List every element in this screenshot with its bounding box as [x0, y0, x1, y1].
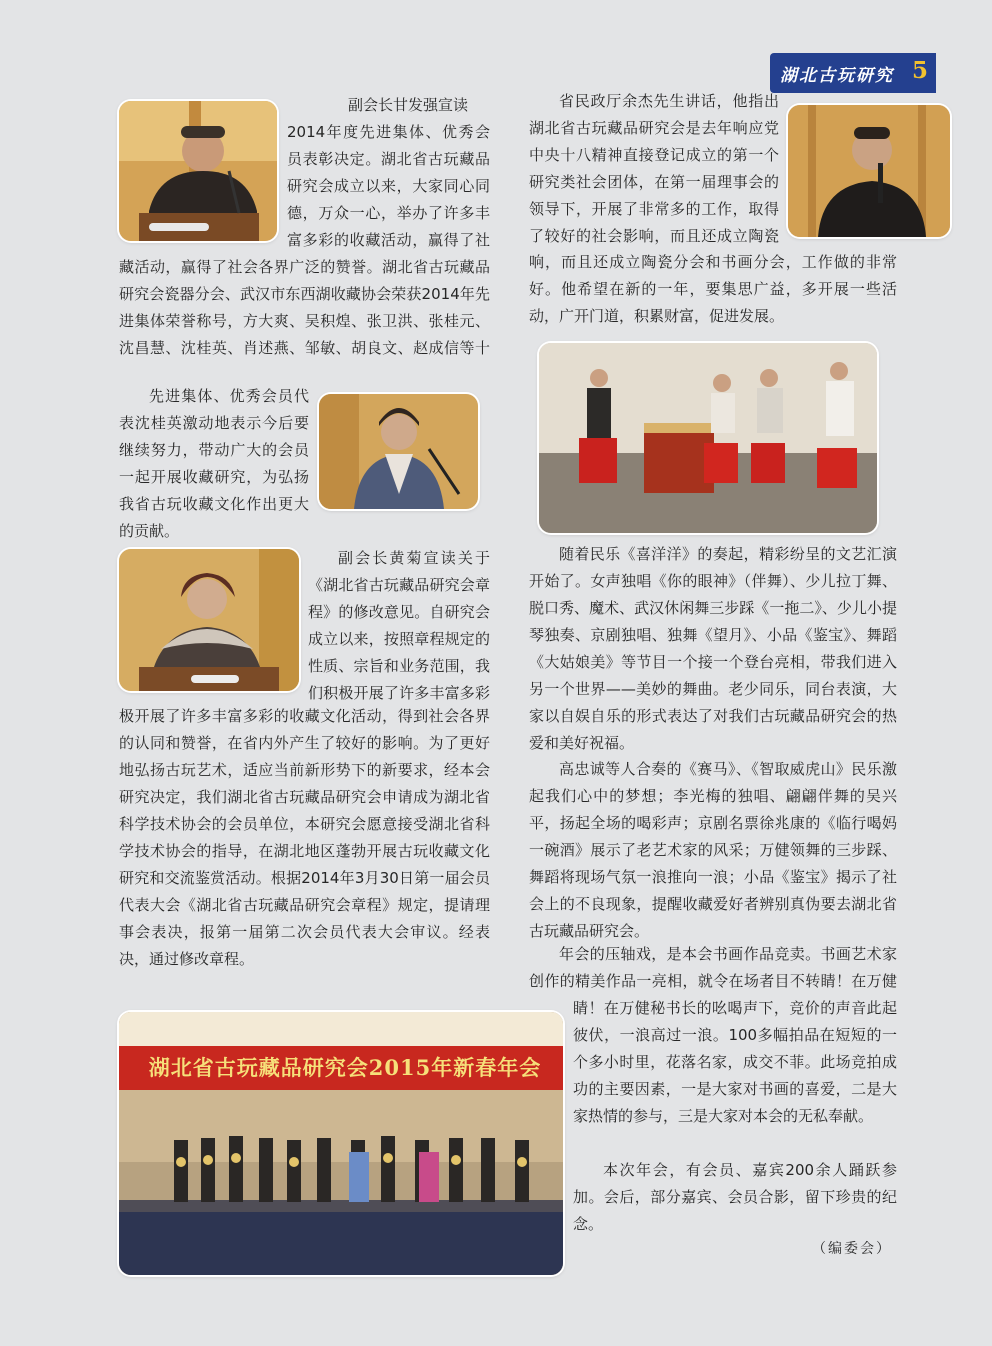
right-paragraph-2 [529, 541, 897, 757]
right-paragraph-1-text: 省民政厅余杰先生讲话，他指出湖北省古玩藏品研究会是去年响应党中央十八精神直接登记成立的第一个研究类社会团体，在第一届理事会的领导下，开展了非常多的工作，取得了较好的社会影响，而且还成立陶瓷 [529, 92, 779, 245]
left-paragraph-3-continued-text: 极开展了许多丰富多彩的收藏文化活动，得到社会各界的认同和赞誉，在省内外产生了较好的影响。为了更好地弘扬古玩艺术，适应当前新形势下的新要求，经本会研究决定，我们湖北省古玩藏品研究会申请成为湖北省科学技术协会的会员单位，本研究会愿意接受湖北省科学技术协会的指导，在湖北地区蓬勃开展古玩收藏文化研究和交流鉴赏活动。根据2014年3月30日第一届会员代表大会《湖北省古玩藏品研究会章程》规定，提请理事会表决，报第一届第二次会员代表大会审议。经表决，通过修改章程。 [119, 707, 490, 968]
right-paragraph-3-text: 高忠诚等人合奏的《赛马》、《智取威虎山》民乐激起我们心中的梦想；李光梅的独唱、翩翩伴舞的吴兴平，扬起全场的喝彩声；京剧名票徐兆康的《临行喝妈一碗酒》展示了老艺术家的风采；万健领舞的三步踩、舞蹈将现场气氛一浪推向一浪；小品《鉴宝》揭示了社会上的不良现象，提醒收藏爱好者辨别真伪要去湖北省古玩藏品研究会。 [529, 760, 897, 940]
magazine-header-tab [770, 53, 936, 93]
photo-vice-president-huang-ju [119, 549, 299, 691]
left-paragraph-1-continued-text: 藏活动，赢得了社会各界广泛的赞誉。湖北省古玩藏品研究会瓷器分会、武汉市东西湖收藏协会荣获2014年先进集体荣誉称号，方大爽、吴积煌、张卫洪、张桂元、沈昌慧、沈桂英、肖述燕、邹敏、胡良文、赵成信等十 [119, 258, 490, 357]
left-paragraph-1-body [287, 119, 490, 254]
left-paragraph-2 [119, 383, 309, 545]
author-signature: （编委会） [812, 1241, 892, 1257]
right-paragraph-5-text: 本次年会，有会员、嘉宾200余人踊跃参加。会后，部分嘉宾、会员合影，留下珍贵的纪念。 [573, 1161, 897, 1233]
left-paragraph-1-indent: 副会长甘发强宣读 [348, 96, 469, 114]
left-paragraph-3-bottom [119, 703, 490, 1000]
right-paragraph-5 [573, 1157, 897, 1238]
meeting-banner-text: 湖北省古玩藏品研究会2015年新春年会 [148, 1055, 542, 1080]
right-paragraph-3 [529, 756, 897, 945]
photo-folk-music-performance [539, 343, 877, 533]
right-paragraph-4-text: 年会的压轴戏，是本会书画作品竞卖。书画艺术家创作的精美作品一亮相，就令在场者目不转睛！在万健 [529, 945, 897, 990]
photo-official-yu-jie-speech [788, 105, 950, 237]
right-paragraph-4-top [529, 941, 897, 995]
right-paragraph-1-continued-text: 响，而且还成立陶瓷分会和书画分会，工作做的非常好。他希望在新的一年，要集思广益，多开展一些活动，广开门道，积累财富，促进发展。 [529, 253, 897, 325]
left-paragraph-1-continued [119, 254, 490, 362]
page-number: 5 [911, 57, 928, 84]
right-paragraph-2-text: 随着民乐《喜洋洋》的奏起，精彩纷呈的文艺汇演开始了。女声独唱《你的眼神》（伴舞）、少儿拉丁舞、脱口秀、魔术、武汉休闲舞三步踩《一拖二》、少儿小提琴独奏、京剧独唱、独舞《望月》、小品《鉴宝》、舞蹈《大姑娘美》等节目一个接一个登台亮相，带我们进入另一个世界——美妙的舞曲。老少同乐，同台表演，大家以自娱自乐的形式表达了对我们古玩藏品研究会的热爱和美好祝福。 [529, 545, 897, 752]
left-paragraph-1-text: 2014年度先进集体、优秀会员表彰决定。湖北省古玩藏品研究会成立以来，大家同心同德，万众一心，举办了许多丰富多彩的收藏活动，赢得了社 [287, 123, 490, 249]
photo-member-rep-shen-guiying [319, 394, 478, 509]
left-paragraph-3-top [308, 545, 490, 707]
photo-new-year-meeting-group [119, 1012, 563, 1275]
right-paragraph-1-top [529, 88, 779, 250]
magazine-title: 湖北古玩研究 [780, 65, 894, 86]
left-paragraph-2-text: 先进集体、优秀会员代表沈桂英激动地表示今后要继续努力，带动广大的会员一起开展收藏研究，为弘扬我省古玩收藏文化作出更大的贡献。 [119, 387, 309, 540]
right-paragraph-1-bottom [529, 249, 897, 330]
right-paragraph-4-bottom [573, 995, 897, 1157]
left-paragraph-3-text: 副会长黄菊宣读关于《湖北省古玩藏品研究会章程》的修改意见。自研究会成立以来，按照章程规定的性质、宗旨和业务范围，我们积极开展了许多丰富多彩 [308, 549, 490, 702]
right-paragraph-4-continued-text: 睛！在万健秘书长的吆喝声下，竞价的声音此起彼伏，一浪高过一浪。100多幅拍品在短短的一个多小时里，花落名家，成交不菲。此场竞拍成功的主要因素，一是大家对书画的喜爱，二是大家热情的参与，三是大家对本会的无私奉献。 [573, 999, 897, 1125]
photo-vice-president-gan-speech [119, 101, 277, 241]
